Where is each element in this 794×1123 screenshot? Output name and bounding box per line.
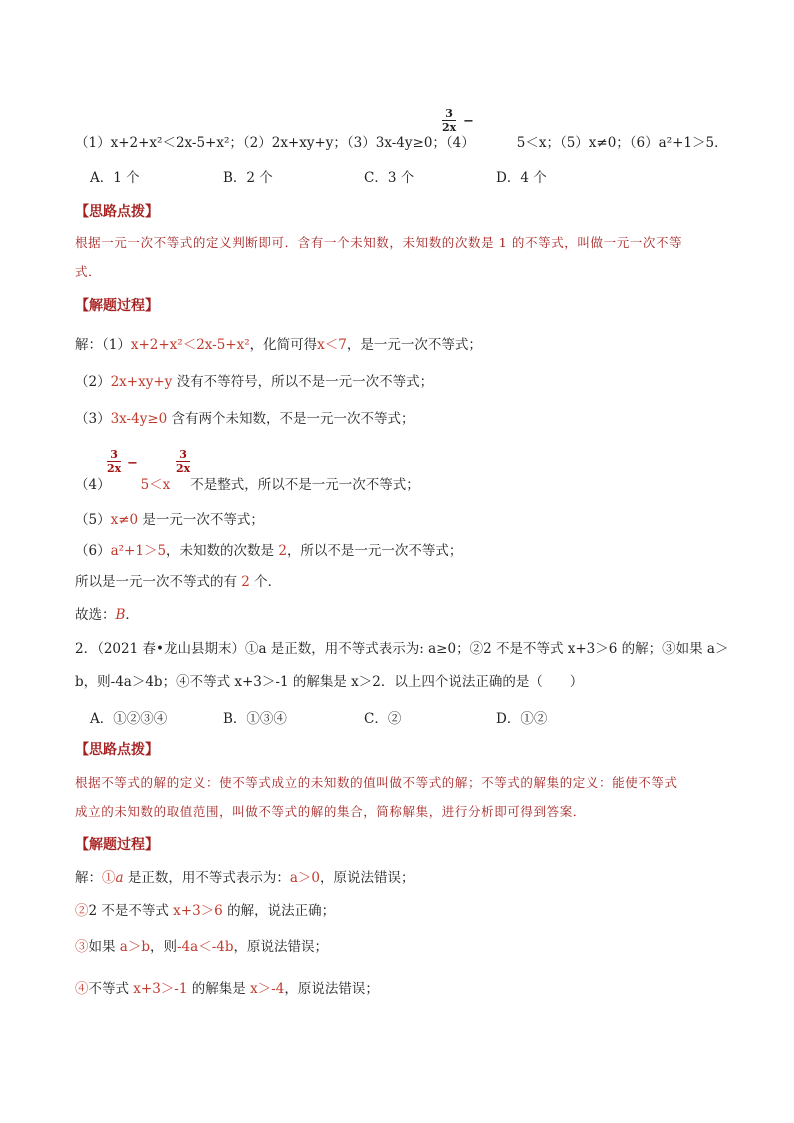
q1-solution-4-fraction: $\frac{3}{2x}$ — [107, 448, 122, 475]
q1-option-a[interactable]: A．1 个 — [90, 170, 140, 186]
q2-stem-line1: 2．（2021 春•龙山县期末）①a 是正数，用不等式表示为: a≥0；②2 不是不等式 x+3＞6 的解；③如果 a＞ — [75, 641, 729, 657]
q1-stem: （1）x+2+x²＜2x-5+x²；（2）2x+xy+y；（3）3x-4y≥0；（4） 5＜x；（5）x≠0；（6）a²+1＞5． — [75, 135, 728, 151]
q2-solve-title: 【解题过程】 — [75, 837, 159, 853]
q2-solution-2: ②2 不是不等式 x+3＞6 的解，说法正确； — [75, 903, 336, 919]
q1-option-d[interactable]: D．4 个 — [496, 170, 547, 186]
q1-conclusion: 所以是一元一次不等式的有 2 个． — [75, 574, 282, 590]
q2-hint-line2: 成立的未知数的取值范围，叫做不等式的解的集合，简称解集，进行分析即可得到答案． — [75, 804, 586, 819]
q2-option-b[interactable]: B．①③④ — [223, 711, 287, 727]
q2-option-c[interactable]: C．② — [364, 711, 402, 727]
q2-option-d[interactable]: D．①② — [496, 711, 548, 727]
q1-solution-1: 解：（1）x+2+x²＜2x-5+x²，化简可得x＜7，是一元一次不等式； — [75, 337, 482, 353]
q2-hint-line1: 根据不等式的解的定义：使不等式成立的未知数的值叫做不等式的解；不等式的解集的定义：能使不等式 — [75, 775, 678, 790]
q1-solution-5: （5）x≠0 是一元一次不等式； — [75, 512, 264, 528]
q2-solution-3: ③如果 a＞b，则-4a＜-4b，原说法错误； — [75, 939, 328, 955]
q1-solution-6: （6）a²+1＞5，未知数的次数是 2，所以不是一元一次不等式； — [75, 543, 463, 559]
q1-hint-title: 【思路点拨】 — [75, 204, 159, 220]
q1-hint-line2: 式． — [75, 264, 102, 279]
q1-option-b[interactable]: B．2 个 — [223, 170, 273, 186]
q2-hint-title: 【思路点拨】 — [75, 742, 159, 758]
q2-solution-1: 解：①a 是正数，用不等式表示为：a＞0，原说法错误； — [75, 870, 415, 886]
q1-hint-line1: 根据一元一次不等式的定义判断即可．含有一个未知数，未知数的次数是 1 的不等式，叫做一元一次不等 — [75, 235, 683, 250]
q2-option-a[interactable]: A．①②③④ — [90, 711, 168, 727]
q1-answer: 故选：B． — [75, 607, 139, 623]
q1-option-c[interactable]: C．3 个 — [364, 170, 415, 186]
q1-solution-2: （2）2x+xy+y 没有不等符号，所以不是一元一次不等式； — [75, 374, 434, 390]
q2-stem-line2: b，则-4a＞4b；④不等式 x+3＞-1 的解集是 x＞2．以上四个说法正确的是（ ） — [75, 674, 584, 690]
q1-solve-title: 【解题过程】 — [75, 298, 159, 314]
q1-fraction: $\frac{3}{2x}$ — [442, 107, 457, 134]
q1-solution-3: （3）3x-4y≥0 含有两个未知数，不是一元一次不等式； — [75, 411, 415, 427]
q1-solution-4: （4） 5＜x 不是整式，所以不是一元一次不等式； — [75, 477, 420, 493]
q1-fraction-minus: − — [463, 114, 474, 129]
q2-solution-4: ④不等式 x+3＞-1 的解集是 x＞-4，原说法错误； — [75, 981, 379, 997]
q1-solution-4-minus: − — [127, 456, 138, 471]
q1-solution-4-fraction2: $\frac{3}{2x}$ — [176, 448, 191, 475]
